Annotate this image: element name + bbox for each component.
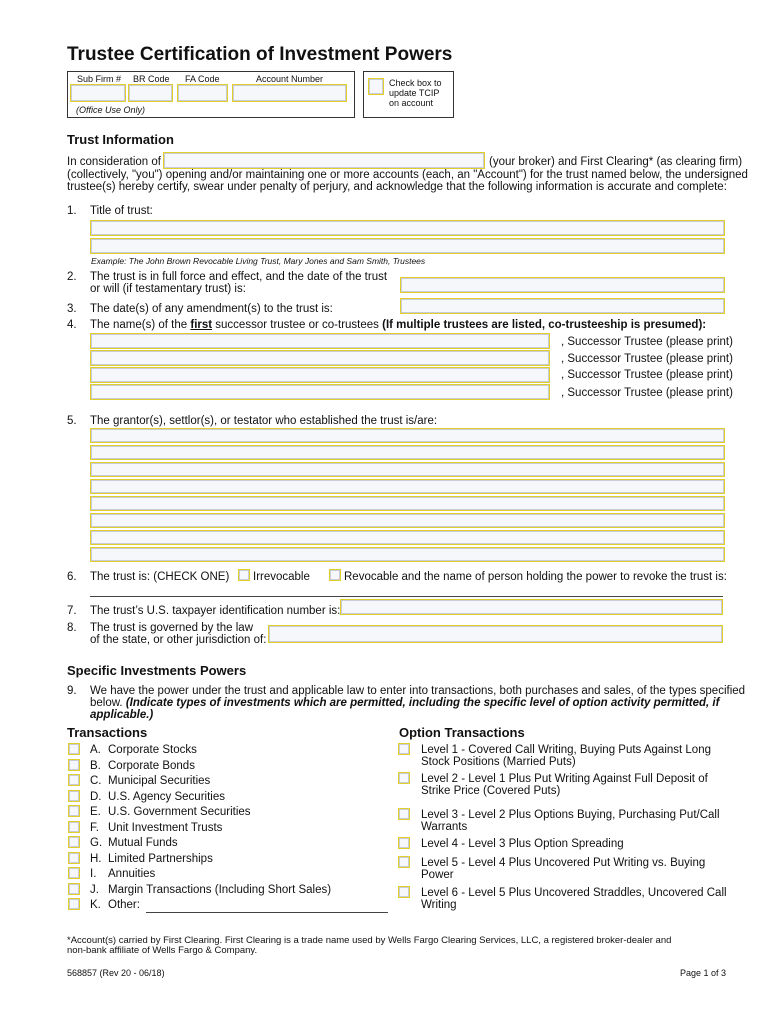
tcip-label-3: on account xyxy=(389,98,434,108)
fa-code-label: FA Code xyxy=(185,74,220,84)
item-number-8: 8. xyxy=(67,622,77,634)
transaction-checkbox[interactable] xyxy=(68,867,80,879)
sub-firm-label: Sub Firm # xyxy=(77,74,122,84)
transaction-label: Margin Transactions (Including Short Sales) xyxy=(108,883,332,896)
powers-line-2a: below. xyxy=(90,697,126,709)
option-level-checkbox[interactable] xyxy=(398,808,410,820)
option-level-label-cont: Warrants xyxy=(421,821,468,833)
item-number-9: 9. xyxy=(67,685,77,697)
other-line xyxy=(146,912,388,913)
grantor-field-3[interactable] xyxy=(90,462,725,477)
transaction-label: Municipal Securities xyxy=(108,775,211,787)
fa-code-field[interactable] xyxy=(177,84,228,102)
successor-trustee-suffix-3: , Successor Trustee (please print) xyxy=(561,369,733,381)
option-level-label-cont: Power xyxy=(421,869,454,881)
successor-trustee-suffix-4: , Successor Trustee (please print) xyxy=(561,387,733,399)
footnote-line-1: *Account(s) carried by First Clearing. First Clearing is a trade name used by Wells Fargo Clearing Services, LLC, a registered broker-dealer and xyxy=(67,935,672,946)
consideration-suffix: (your broker) and First Clearing* (as clearing firm) xyxy=(489,156,743,168)
transaction-letter: E. xyxy=(90,806,101,818)
successor-trustee-field-1[interactable] xyxy=(90,333,550,349)
trust-date-field[interactable] xyxy=(400,277,725,293)
successor-trustee-suffix-1: , Successor Trustee (please print) xyxy=(561,336,733,348)
transaction-label: Limited Partnerships xyxy=(108,852,213,865)
trust-type-label: The trust is: (CHECK ONE) xyxy=(90,571,230,583)
option-level-label: Level 3 - Level 2 Plus Options Buying, Purchasing Put/Call xyxy=(421,809,720,821)
option-level-checkbox[interactable] xyxy=(398,837,410,849)
grantor-field-7[interactable] xyxy=(90,530,725,545)
irrevocable-checkbox[interactable] xyxy=(238,569,250,581)
title-of-trust-field-2[interactable] xyxy=(90,238,725,254)
transaction-checkbox[interactable] xyxy=(68,774,80,786)
transaction-checkbox[interactable] xyxy=(68,743,80,755)
revocable-label: Revocable and the name of person holding the power to revoke the trust is: xyxy=(344,571,727,583)
transaction-label: Other: xyxy=(108,899,140,911)
option-level-label: Level 5 - Level 4 Plus Uncovered Put Writing vs. Buying xyxy=(421,857,706,869)
consideration-line-3: trustee(s) hereby certify, swear under penalty of perjury, and acknowledge that the following information is accurate and complete: xyxy=(67,181,727,193)
title-of-trust-field-1[interactable] xyxy=(90,220,725,236)
grantor-label: The grantor(s), settlor(s), or testator who established the trust is/are: xyxy=(90,415,438,427)
transaction-label: Corporate Bonds xyxy=(108,759,195,772)
revocable-checkbox[interactable] xyxy=(329,569,341,581)
transaction-letter: I. xyxy=(90,868,97,880)
successor-label-b: successor trustee or co-trustees xyxy=(212,319,383,331)
successor-trustee-suffix-2: , Successor Trustee (please print) xyxy=(561,353,733,365)
successor-label-c: (If multiple trustees are listed, co-trusteeship is presumed): xyxy=(382,319,707,331)
page-number: Page 1 of 3 xyxy=(680,968,727,978)
option-level-label: Level 1 - Covered Call Writing, Buying Puts Against Long xyxy=(421,744,711,756)
title-of-trust-label: Title of trust: xyxy=(90,205,153,217)
grantor-field-4[interactable] xyxy=(90,479,725,494)
option-level-checkbox[interactable] xyxy=(398,743,410,755)
title-example: Example: The John Brown Revocable Living Trust, Mary Jones and Sam Smith, Trustees xyxy=(91,256,426,266)
trust-date-label-2: or will (if testamentary trust) is: xyxy=(90,283,246,295)
successor-trustee-field-2[interactable] xyxy=(90,350,550,366)
item-number-7: 7. xyxy=(67,605,77,617)
transaction-letter: A. xyxy=(90,744,101,756)
item-number-2: 2. xyxy=(67,271,77,283)
transaction-label: U.S. Agency Securities xyxy=(108,790,225,803)
option-level-label-cont: Strike Price (Covered Puts) xyxy=(421,785,561,797)
irrevocable-label: Irrevocable xyxy=(253,571,310,583)
transaction-checkbox[interactable] xyxy=(68,898,80,910)
consideration-prefix: In consideration of xyxy=(67,156,161,168)
powers-line-2b: (Indicate types of investments which are permitted, including the specific level of option activity permitted, if xyxy=(125,697,720,709)
option-level-checkbox[interactable] xyxy=(398,886,410,898)
transaction-letter: H. xyxy=(90,852,102,865)
jurisdiction-field[interactable] xyxy=(268,625,723,643)
grantor-field-6[interactable] xyxy=(90,513,725,528)
item-number-1: 1. xyxy=(67,205,77,217)
transaction-label: Annuities xyxy=(108,868,156,880)
trust-info-heading: Trust Information xyxy=(67,132,174,147)
footnote-line-2: non-bank affiliate of Wells Fargo & Company. xyxy=(67,945,258,956)
successor-trustee-field-3[interactable] xyxy=(90,367,550,383)
transaction-letter: C. xyxy=(90,775,102,787)
amendment-date-field[interactable] xyxy=(400,298,725,314)
transaction-letter: D. xyxy=(90,790,102,803)
tin-label: The trust’s U.S. taxpayer identification number is: xyxy=(90,605,341,617)
option-level-checkbox[interactable] xyxy=(398,856,410,868)
sub-firm-field[interactable] xyxy=(70,84,126,102)
amendment-date-label: The date(s) of any amendment(s) to the trust is: xyxy=(90,303,333,315)
jurisdiction-label-2: of the state, or other jurisdiction of: xyxy=(90,634,267,646)
transaction-label: U.S. Government Securities xyxy=(108,806,251,818)
transaction-checkbox[interactable] xyxy=(68,759,80,771)
option-transactions-heading: Option Transactions xyxy=(399,725,525,740)
transaction-checkbox[interactable] xyxy=(68,852,80,864)
option-level-label: Level 2 - Level 1 Plus Put Writing Against Full Deposit of xyxy=(421,773,708,785)
successor-label-first: first xyxy=(190,319,213,331)
transaction-checkbox[interactable] xyxy=(68,805,80,817)
powers-line-2 xyxy=(90,697,719,710)
office-use-only-label: (Office Use Only) xyxy=(76,105,146,115)
consideration-line-2: (collectively, "you") opening and/or maintaining one or more accounts (each, an "Account") for the trust named below, the undersigned xyxy=(67,169,748,181)
account-number-label: Account Number xyxy=(256,74,324,84)
br-code-label: BR Code xyxy=(133,74,170,84)
transaction-label: Mutual Funds xyxy=(108,837,178,849)
successor-trustee-field-4[interactable] xyxy=(90,384,550,400)
transaction-label: Corporate Stocks xyxy=(108,744,197,756)
transaction-letter: F. xyxy=(90,821,99,834)
successor-label-a: The name(s) of the xyxy=(90,319,191,331)
transactions-heading: Transactions xyxy=(67,725,148,740)
jurisdiction-label-1: The trust is governed by the law xyxy=(90,622,253,634)
transaction-checkbox[interactable] xyxy=(68,883,80,895)
option-level-label-cont: Writing xyxy=(421,899,457,911)
tin-field[interactable] xyxy=(340,599,723,615)
grantor-field-8[interactable] xyxy=(90,547,725,562)
option-level-label-cont: Stock Positions (Married Puts) xyxy=(421,756,576,768)
transaction-letter: G. xyxy=(90,837,103,849)
powers-line-1: We have the power under the trust and applicable law to enter into transactions, both purchases and sales, of the types specified xyxy=(90,685,746,697)
grantor-field-2[interactable] xyxy=(90,445,725,460)
form-id: 568857 (Rev 20 - 06/18) xyxy=(67,968,165,978)
item-number-5: 5. xyxy=(67,415,77,427)
transaction-letter: B. xyxy=(90,759,101,772)
transaction-letter: K. xyxy=(90,899,101,911)
option-level-label: Level 4 - Level 3 Plus Option Spreading xyxy=(421,838,624,850)
page-title: Trustee Certification of Investment Powers xyxy=(67,44,453,65)
broker-name-field[interactable] xyxy=(163,152,485,169)
successor-trustee-label xyxy=(90,319,706,332)
transaction-letter: J. xyxy=(90,883,99,896)
transaction-checkbox[interactable] xyxy=(68,790,80,802)
item-number-4: 4. xyxy=(67,319,77,331)
trust-date-label-1: The trust is in full force and effect, and the date of the trust xyxy=(90,271,388,283)
transaction-checkbox[interactable] xyxy=(68,821,80,833)
transaction-label: Unit Investment Trusts xyxy=(108,821,223,834)
option-level-checkbox[interactable] xyxy=(398,772,410,784)
update-tcip-checkbox[interactable] xyxy=(368,78,384,95)
item-number-3: 3. xyxy=(67,303,77,315)
tcip-label-1: Check box to xyxy=(389,78,442,88)
powers-line-3: applicable.) xyxy=(90,709,154,721)
transaction-checkbox[interactable] xyxy=(68,836,80,848)
grantor-field-1[interactable] xyxy=(90,428,725,443)
account-number-field[interactable] xyxy=(232,84,347,102)
grantor-field-5[interactable] xyxy=(90,496,725,511)
revoker-line xyxy=(90,596,723,597)
tcip-label-2: update TCIP xyxy=(389,88,440,98)
option-level-label: Level 6 - Level 5 Plus Uncovered Straddles, Uncovered Call xyxy=(421,887,727,899)
br-code-field[interactable] xyxy=(128,84,173,102)
item-number-6: 6. xyxy=(67,571,77,583)
specific-investments-heading: Specific Investments Powers xyxy=(67,663,247,678)
